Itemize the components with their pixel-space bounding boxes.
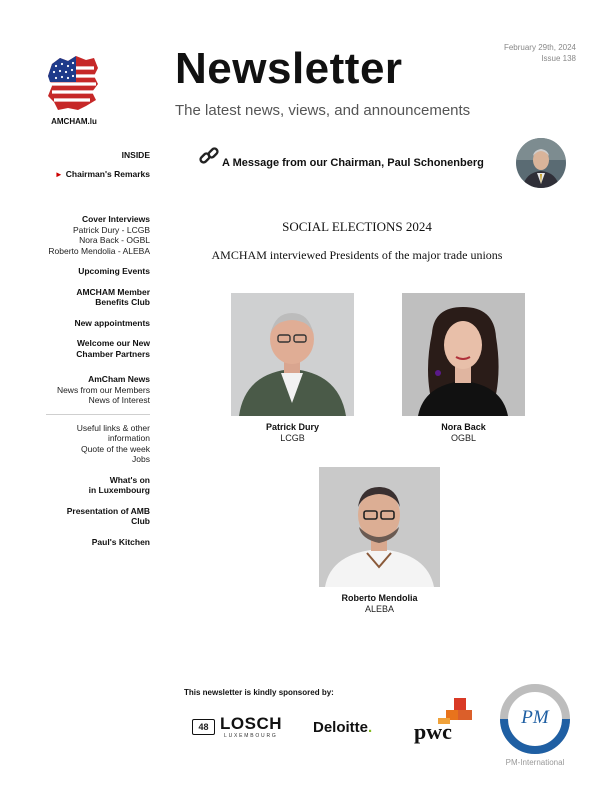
deloitte-logo[interactable] — [313, 719, 372, 736]
sidebar-item-welcome-partners[interactable] — [20, 338, 150, 359]
interviewee-name: Nora Back — [441, 422, 486, 432]
sidebar-item-benefits-club[interactable] — [20, 287, 150, 308]
losch-logo[interactable] — [192, 716, 294, 740]
issue-number: Issue 138 — [541, 54, 576, 63]
sidebar-item-amcham-news[interactable]: AmCham News — [88, 374, 150, 384]
interview-card-mendolia[interactable] — [319, 467, 440, 614]
sidebar-subitem-news-of-interest[interactable]: News of Interest — [88, 395, 150, 405]
chairman-message-link[interactable]: A Message from our Chairman, Paul Schonenberg — [222, 157, 484, 169]
sidebar-item-amb-club[interactable] — [20, 506, 150, 527]
sidebar-inside-heading: INSIDE — [121, 150, 150, 160]
section-title: SOCIAL ELECTIONS 2024 — [282, 219, 432, 234]
section-subtitle: AMCHAM interviewed Presidents of the major trade unions — [211, 248, 503, 262]
losch-sub: LUXEMBOURG — [224, 733, 278, 739]
interviewee-org: LCGB — [280, 433, 305, 443]
sidebar-item-label: Useful links & other — [76, 422, 150, 433]
pm-monogram: PM — [521, 707, 549, 728]
interview-card-dury[interactable] — [231, 293, 354, 443]
sidebar-item-quote[interactable]: Quote of the week — [81, 443, 150, 454]
portrait-photo[interactable] — [319, 467, 440, 587]
deloitte-dot: . — [368, 719, 373, 736]
sidebar-item-label: Club — [131, 516, 150, 526]
losch-number: 48 — [192, 719, 215, 735]
issue-info — [504, 42, 576, 64]
sidebar-item-cover-interviews[interactable]: Cover Interviews — [81, 214, 150, 224]
sidebar-subitem-back[interactable]: Nora Back - OGBL — [79, 235, 150, 245]
sidebar-divider — [46, 414, 150, 415]
pwc-logo[interactable] — [412, 696, 474, 746]
sidebar-item-label: What's on — [109, 474, 150, 485]
sidebar-item-chairmans-remarks[interactable] — [20, 169, 150, 181]
pwc-wordmark: pwc — [414, 719, 452, 744]
pm-international-logo[interactable] — [500, 684, 570, 754]
sidebar-item-upcoming-events[interactable]: Upcoming Events — [78, 266, 150, 276]
sidebar-subitem-member-news[interactable]: News from our Members — [56, 384, 150, 395]
losch-name: LOSCH — [220, 714, 282, 733]
issue-date: February 29th, 2024 — [503, 43, 576, 52]
sidebar-item-label: information — [107, 433, 150, 443]
page-tagline: The latest news, views, and announcements — [175, 102, 471, 119]
interviewee-org: ALEBA — [364, 604, 395, 614]
deloitte-name: Deloitte — [313, 719, 369, 736]
amcham-flag-map-icon — [46, 54, 100, 112]
page-title: Newsletter — [175, 44, 403, 93]
sidebar-toc — [20, 150, 150, 547]
sidebar-item-label: Chamber Partners — [76, 348, 150, 359]
sidebar-item-whats-on[interactable] — [20, 475, 150, 496]
interviewee-name: Patrick Dury — [265, 422, 320, 432]
sidebar-item-label: in Luxembourg — [88, 485, 150, 495]
portrait-photo[interactable] — [231, 293, 354, 416]
sidebar-item-label: Chairman's Remarks — [65, 168, 150, 179]
interviewee-name: Roberto Mendolia — [341, 593, 418, 603]
sidebar-subitem-mendolia[interactable]: Roberto Mendolia - ALEBA — [48, 245, 150, 256]
sidebar-item-pauls-kitchen[interactable]: Paul's Kitchen — [91, 536, 150, 547]
interviewee-org: OGBL — [450, 433, 476, 443]
sponsor-note: This newsletter is kindly sponsored by: — [184, 688, 334, 697]
sidebar-item-label: Welcome our New — [76, 338, 150, 348]
link-icon[interactable] — [198, 145, 220, 167]
sidebar-item-jobs[interactable]: Jobs — [132, 454, 150, 464]
chairman-photo[interactable] — [516, 138, 566, 188]
sidebar-item-new-appointments[interactable]: New appointments — [74, 317, 150, 328]
sidebar-item-label: Benefits Club — [95, 297, 150, 307]
amcham-logo[interactable] — [46, 54, 100, 112]
sidebar-item-label: AMCHAM Member — [76, 286, 150, 297]
sidebar-item-useful-links[interactable] — [20, 423, 150, 444]
portrait-photo[interactable] — [402, 293, 525, 416]
sidebar-subitem-dury[interactable]: Patrick Dury - LCGB — [73, 224, 150, 235]
pm-label: PM-International — [505, 758, 565, 767]
logo-text: AMCHAM.lu — [51, 117, 97, 126]
interview-card-back[interactable] — [402, 293, 525, 443]
triangle-right-icon: ► — [54, 169, 63, 179]
sidebar-item-label: Presentation of AMB — [66, 505, 150, 516]
